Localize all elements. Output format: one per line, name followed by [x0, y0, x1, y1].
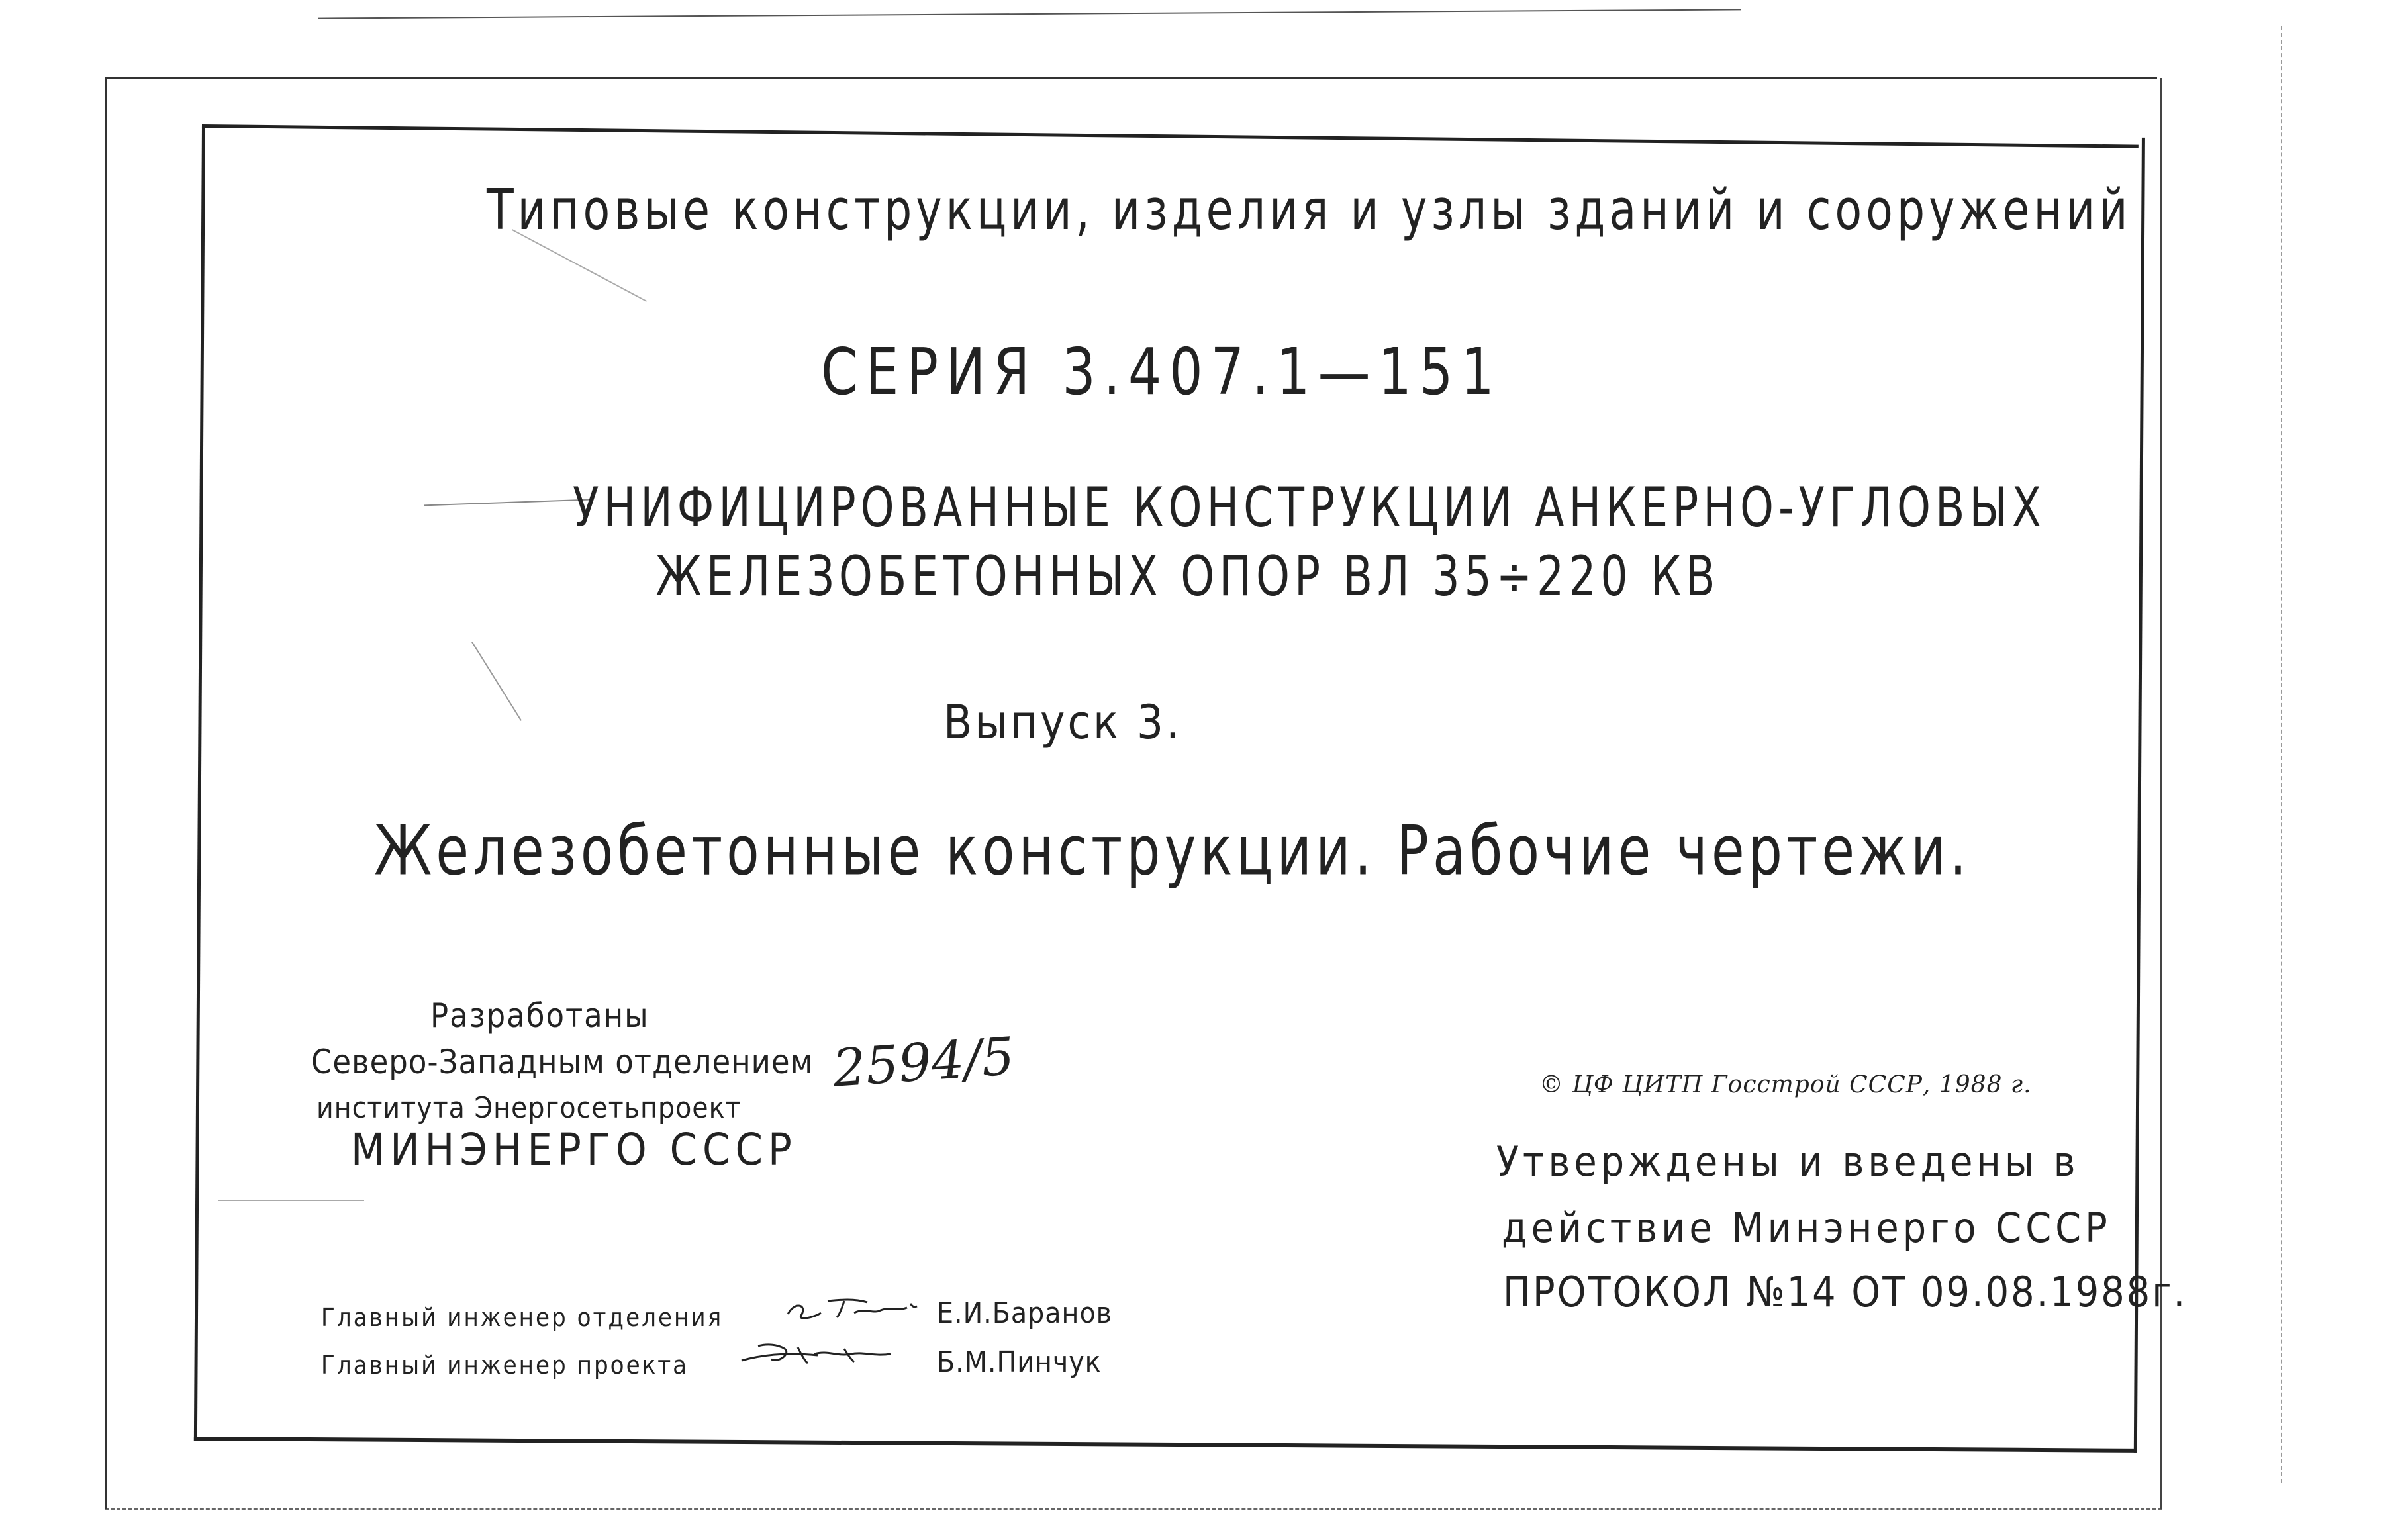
archive-number: 2594/5	[831, 1026, 1017, 1099]
developer-org-line-1: Северо-Западным отделением	[311, 1043, 814, 1081]
approval-line-1: Утверждены и введены в	[1496, 1137, 2080, 1186]
developer-ministry: МИНЭНЕРГО СССР	[351, 1124, 797, 1175]
signatory-role: Главный инженер отделения	[321, 1303, 724, 1332]
document-subtitle: Железобетонные конструкции. Рабочие чертежи.	[374, 811, 1971, 891]
inner-frame	[194, 126, 2145, 1453]
issue-number: Выпуск 3.	[943, 695, 1182, 749]
signature-baranov-icon	[781, 1288, 920, 1327]
developer-label: Разработаны	[430, 996, 650, 1035]
title-line-1: УНИФИЦИРОВАННЫЕ КОНСТРУКЦИИ АНКЕРНО-УГЛОВЫХ	[573, 475, 2046, 540]
approval-protocol: ПРОТОКОЛ №14 ОТ 09.08.1988г.	[1503, 1268, 2188, 1316]
signatory-name: Б.М.Пинчук	[937, 1345, 1102, 1379]
copyright-notice: © ЦФ ЦИТП Госстрой СССР, 1988 г.	[1539, 1071, 2032, 1098]
series-number: СЕРИЯ 3.407.1—151	[821, 334, 1502, 410]
signatory-name: Е.И.Баранов	[937, 1296, 1112, 1330]
signature-pinchuk-icon	[738, 1334, 910, 1374]
scan-edge-dashed-line	[2281, 26, 2282, 1483]
approval-line-2: действие Минэнерго СССР	[1502, 1204, 2111, 1252]
document-heading: Типовые конструкции, изделия и узлы зданий и сооружений	[487, 177, 2132, 243]
signatory-role: Главный инженер проекта	[321, 1351, 689, 1380]
title-line-2: ЖЕЛЕЗОБЕТОННЫХ ОПОР ВЛ 35÷220 КВ	[655, 544, 1720, 608]
developer-org-line-2: института Энергосетьпроект	[316, 1091, 742, 1125]
scan-top-rule	[318, 9, 1741, 19]
scan-artifact-line	[218, 1200, 364, 1201]
